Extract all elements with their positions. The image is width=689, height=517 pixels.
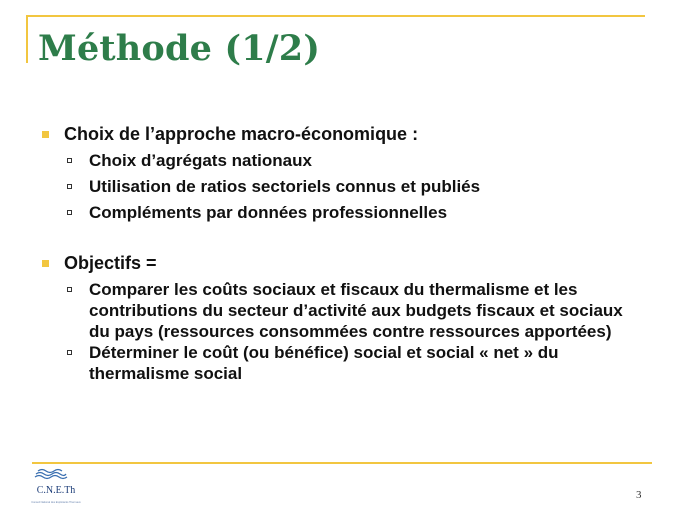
bullet-text: Objectifs = <box>64 253 157 273</box>
bullet-item <box>38 253 648 274</box>
sub-bullet-item <box>38 279 648 342</box>
cneth-logo <box>28 466 84 510</box>
bullet-text: Choix de l’approche macro-économique : <box>64 124 419 144</box>
sub-bullet-item <box>38 150 648 171</box>
hollow-square-bullet-icon <box>67 287 72 292</box>
header-rule <box>26 15 645 17</box>
sub-bullet-item <box>38 202 648 223</box>
hollow-square-bullet-icon <box>67 210 72 215</box>
sub-bullet-text: Compléments par données professionnelles <box>89 203 448 222</box>
hollow-square-bullet-icon <box>67 184 72 189</box>
sub-bullet-text: Déterminer le coût (ou bénéfice) social et social « net » du thermalisme social <box>89 343 559 383</box>
bullet-list <box>38 124 648 384</box>
wave-icon <box>35 470 67 479</box>
square-bullet-icon <box>42 131 49 138</box>
logo-subtext: Conseil National des Exploitants Thermaux <box>31 501 81 504</box>
bullet-item <box>38 124 648 145</box>
sub-bullet-item <box>38 176 648 197</box>
sub-bullet-text: Choix d’agrégats nationaux <box>89 151 312 170</box>
square-bullet-icon <box>42 260 49 267</box>
hollow-square-bullet-icon <box>67 350 72 355</box>
logo-text: C.N.E.Th <box>36 485 76 496</box>
page-number: 3 <box>636 489 642 501</box>
slide-title: Méthode (1/2) <box>38 28 321 69</box>
sub-bullet-text: Utilisation de ratios sectoriels connus et publiés <box>89 177 481 196</box>
sub-bullet-item <box>38 342 648 384</box>
footer-rule <box>32 462 652 464</box>
header-rule-tick <box>26 15 28 63</box>
sub-bullet-text: Comparer les coûts sociaux et fiscaux du thermalisme et les contributions du secteur d’activité aux budgets fiscaux et sociaux du pays (ressources consommées contre ressources apportées) <box>89 280 623 341</box>
hollow-square-bullet-icon <box>67 158 72 163</box>
